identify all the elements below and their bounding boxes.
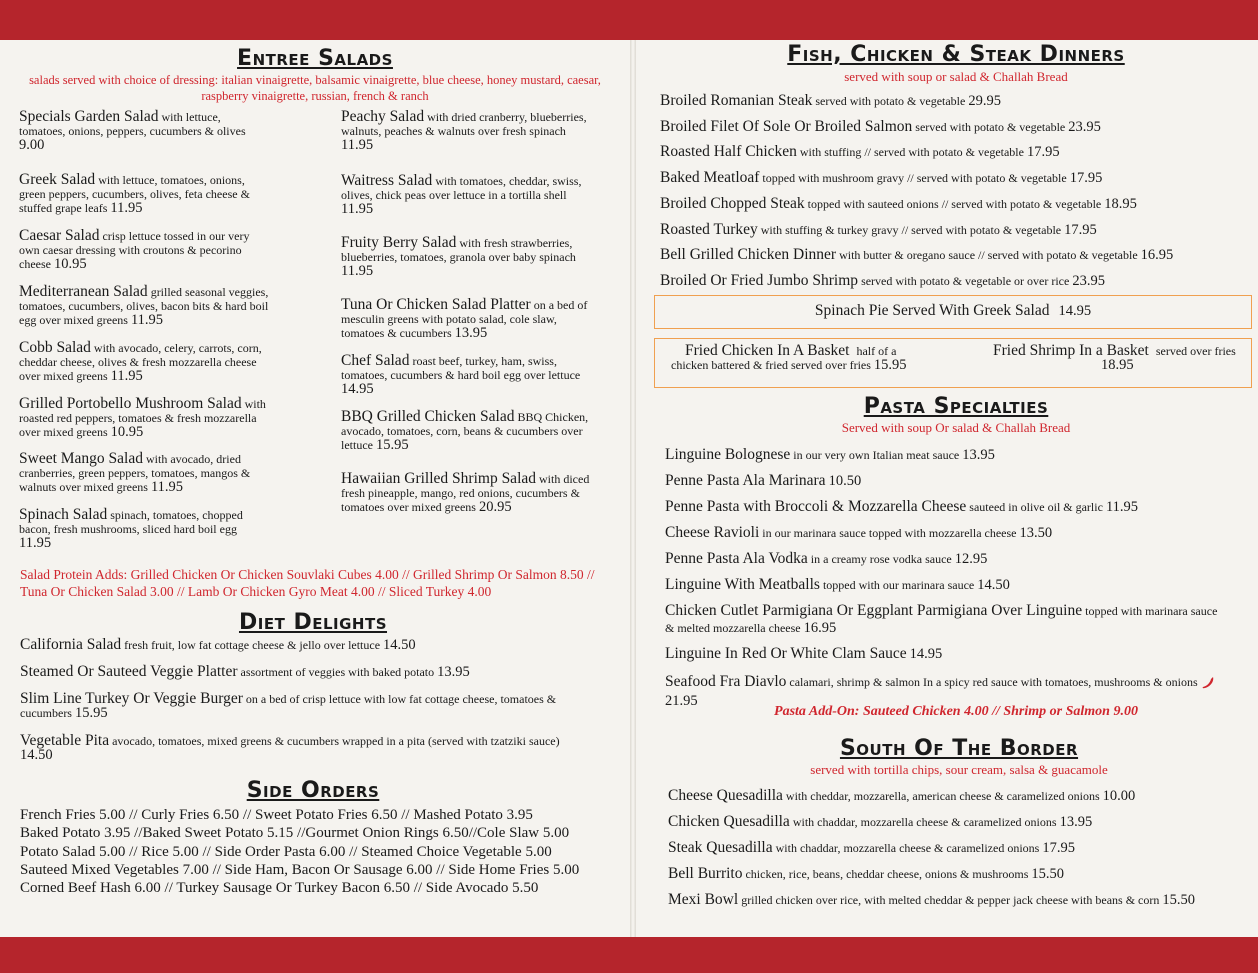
item-price: 11.95 xyxy=(110,200,143,216)
item-desc: with diced fresh pineapple, mango, red onions, cucumbers & tomatoes over mixed greens xyxy=(341,472,590,514)
salad-item xyxy=(341,354,596,396)
dinner-item xyxy=(660,169,1102,187)
item-price: 9.00 xyxy=(19,137,45,153)
item-name: Linguine With Meatballs xyxy=(665,576,820,593)
right-panel xyxy=(636,40,1258,937)
item-name: Fried Chicken In A Basket xyxy=(685,342,850,359)
bottom-red-band xyxy=(0,937,1258,973)
item-desc: on a bed of mesculin greens with potato salad, cole slaw, tomatoes & cucumbers xyxy=(341,298,588,340)
item-name: Linguine In Red Or White Clam Sauce xyxy=(665,645,907,662)
diet-item xyxy=(20,665,610,679)
item-desc: roast beef, turkey, ham, swiss, tomatoes, cucumbers & hard boil egg over lettuce xyxy=(341,354,581,382)
item-price: 12.95 xyxy=(954,551,988,567)
pasta-item xyxy=(665,550,987,568)
dinner-item xyxy=(660,118,1101,136)
item-desc: fresh fruit, low fat cottage cheese & jello over lettuce xyxy=(121,638,384,652)
item-price: 13.95 xyxy=(437,664,470,680)
item-name: Chicken Cutlet Parmigiana Or Eggplant Parmigiana Over Linguine xyxy=(665,602,1083,619)
side-order-line: Potato Salad 5.00 // Rice 5.00 // Side Order Pasta 6.00 // Steamed Choice Vegetable 5.00 xyxy=(20,843,552,860)
item-desc: with chaddar, mozzarella cheese & caramelized onions xyxy=(772,841,1043,855)
dinner-item xyxy=(660,143,1060,161)
item-name: Bell Grilled Chicken Dinner xyxy=(660,246,837,264)
item-name: Cheese Ravioli xyxy=(665,524,760,541)
item-desc: crisp lettuce tossed in our very own caesar dressing with croutons & pecorino cheese xyxy=(19,229,250,271)
item-name: Spinach Salad xyxy=(19,506,108,523)
entree-salads-subtitle: salads served with choice of dressing: italian vinaigrette, balsamic vinaigrette, blue cheese, honey mustard, caesar, raspberry vinaigrette, russian, french & ranch xyxy=(29,73,601,103)
item-price: 23.95 xyxy=(1072,272,1105,289)
dinner-item xyxy=(660,92,1001,110)
item-name: Chef Salad xyxy=(341,352,410,369)
item-name: Broiled Or Fried Jumbo Shrimp xyxy=(660,271,859,289)
item-price: 29.95 xyxy=(968,93,1001,109)
item-name: Caesar Salad xyxy=(19,227,100,244)
item-desc: served with potato & vegetable xyxy=(912,119,1069,134)
pasta-cutlet-item xyxy=(665,602,1217,637)
item-desc: avocado, tomatoes, mixed greens & cucumbers wrapped in a pita (served with tzatziki sauce) xyxy=(109,734,560,748)
item-name: Waitress Salad xyxy=(341,172,433,189)
item-name: Slim Line Turkey Or Veggie Burger xyxy=(20,690,243,707)
item-price: 14.50 xyxy=(20,747,53,763)
hot-pepper-icon xyxy=(1201,676,1215,690)
salad-item xyxy=(341,110,596,152)
side-orders-title: Side Orders xyxy=(246,778,380,803)
south-item xyxy=(668,839,1075,857)
item-desc: with lettuce, tomatoes, onions, green peppers, cucumbers, olives, feta cheese & stuffed grape leafs xyxy=(19,173,250,215)
item-desc: in a creamy rose vodka sauce xyxy=(807,552,955,566)
item-price: 15.50 xyxy=(1162,892,1195,908)
top-red-band xyxy=(0,0,1258,40)
item-desc: with chaddar, mozzarella cheese & caramelized onions xyxy=(789,815,1060,829)
south-border-title: South Of The Border xyxy=(839,736,1079,761)
item-price: 21.95 xyxy=(665,693,698,709)
salad-item xyxy=(341,410,596,452)
item-price: 13.95 xyxy=(1059,814,1093,830)
item-desc: half of a xyxy=(856,344,897,358)
item-name: Vegetable Pita xyxy=(20,732,110,749)
item-desc: with stuffing // served with potato & vegetable xyxy=(796,145,1027,160)
item-desc: served with potato & vegetable xyxy=(812,94,969,108)
item-desc: with tomatoes, cheddar, swiss, olives, chick peas over lettuce in a tortilla shell xyxy=(341,174,582,202)
item-price: 15.95 xyxy=(375,437,409,453)
side-order-line: Sauteed Mixed Vegetables 7.00 // Side Ham, Bacon Or Sausage 6.00 // Side Home Fries 5.00 xyxy=(20,861,580,878)
item-name: Steak Quesadilla xyxy=(668,839,773,856)
item-desc: topped with our marinara sauce xyxy=(819,578,978,592)
item-name: Tuna Or Chicken Salad Platter xyxy=(341,296,531,313)
item-desc: with roasted red peppers, tomatoes & fresh mozzarella over mixed greens xyxy=(19,397,266,439)
item-desc: with butter & oregano sauce // served with potato & vegetable xyxy=(836,248,1141,263)
item-name: Cobb Salad xyxy=(19,339,91,356)
item-name: BBQ Grilled Chicken Salad xyxy=(341,408,515,425)
item-desc: topped with marinara sauce xyxy=(1082,604,1218,618)
south-border-subtitle: served with tortilla chips, sour cream, salsa & guacamole xyxy=(810,762,1108,777)
diet-item xyxy=(20,734,610,762)
fried-chicken-basket xyxy=(671,344,971,372)
diet-delights-title: Diet Delights xyxy=(238,610,388,635)
item-price: 14.50 xyxy=(977,577,1010,593)
item-desc: chicken, rice, beans, cheddar cheese, onions & mushrooms xyxy=(742,867,1032,881)
pasta-item xyxy=(665,446,995,464)
salad-item xyxy=(341,236,596,278)
item-price: 11.95 xyxy=(1105,499,1139,515)
pasta-item xyxy=(665,524,1052,542)
item-name: Sweet Mango Salad xyxy=(19,450,143,467)
item-price: 11.95 xyxy=(341,137,374,153)
left-panel xyxy=(0,40,630,937)
item-price: 16.95 xyxy=(803,620,837,636)
salad-item xyxy=(19,397,269,439)
item-price: 11.95 xyxy=(19,535,52,551)
item-name: Chicken Quesadilla xyxy=(668,813,790,830)
salad-item xyxy=(341,174,596,216)
item-desc: with fresh strawberries, blueberries, tomatoes, granola over baby spinach xyxy=(341,236,576,264)
item-price: 10.95 xyxy=(110,424,144,440)
item-desc: on a bed of crisp lettuce with low fat cottage cheese, tomatoes & cucumbers xyxy=(20,692,557,720)
item-desc: in our marinara sauce topped with mozzarella cheese xyxy=(759,526,1020,540)
pasta-item xyxy=(665,498,1138,516)
item-price: 13.95 xyxy=(962,447,995,463)
item-desc: in our very own Italian meat sauce xyxy=(790,448,963,462)
item-name: Broiled Romanian Steak xyxy=(660,92,813,109)
spinach-pie-box xyxy=(654,295,1252,329)
item-name: Grilled Portobello Mushroom Salad xyxy=(19,395,242,412)
item-price: 17.95 xyxy=(1026,144,1060,161)
item-desc: with dried cranberry, blueberries, walnuts, peaches & walnuts over fresh spinach xyxy=(341,110,587,138)
item-desc: served over fries xyxy=(1155,344,1236,358)
entree-salads-title: Entree Salads xyxy=(237,46,393,71)
item-name: Fried Shrimp In a Basket xyxy=(993,342,1149,359)
item-name: Linguine Bolognese xyxy=(665,446,791,463)
item-desc-2: & melted mozzarella cheese xyxy=(665,621,804,635)
salad-item xyxy=(341,298,596,340)
item-price: 17.95 xyxy=(1064,221,1097,238)
item-price: 20.95 xyxy=(478,499,512,515)
item-name: Bell Burrito xyxy=(668,865,743,882)
salad-item xyxy=(341,472,596,514)
item-name: Broiled Chopped Steak xyxy=(660,194,805,212)
baskets-box xyxy=(654,338,1252,388)
pasta-addon: Pasta Add-On: Sauteed Chicken 4.00 // Shrimp or Salmon 9.00 xyxy=(774,704,1138,719)
pasta-item xyxy=(665,472,861,490)
item-name: Fruity Berry Salad xyxy=(341,234,457,251)
dinner-item xyxy=(660,195,1137,213)
side-order-line: French Fries 5.00 // Curly Fries 6.50 // Sweet Potato Fries 6.50 // Mashed Potato 3.95 xyxy=(20,807,533,823)
item-desc: assortment of veggies with baked potato xyxy=(237,665,438,679)
salad-item xyxy=(19,173,269,215)
item-name: Broiled Filet Of Sole Or Broiled Salmon xyxy=(660,117,913,135)
item-name: Baked Meatloaf xyxy=(660,169,760,187)
salad-item xyxy=(19,452,269,494)
item-name: Penne Pasta Ala Marinara xyxy=(665,472,826,489)
item-price: 10.95 xyxy=(53,256,87,272)
south-item xyxy=(668,865,1064,883)
item-price: 11.95 xyxy=(341,201,374,217)
item-name: Penne Pasta with Broccoli & Mozzarella Cheese xyxy=(665,498,967,515)
item-desc: calamari, shrimp & salmon In a spicy red sauce with tomatoes, mushrooms & onions xyxy=(786,675,1198,689)
item-name: California Salad xyxy=(20,636,122,653)
item-desc: with cheddar, mozzarella, american cheese & caramelized onions xyxy=(782,789,1103,803)
diet-item xyxy=(20,692,610,720)
pasta-title: Pasta Specialties xyxy=(863,394,1049,419)
south-item xyxy=(668,891,1195,909)
item-name: Penne Pasta Ala Vodka xyxy=(665,550,808,567)
item-desc: grilled chicken over rice, with melted cheddar & pepper jack cheese with beans & corn xyxy=(738,893,1163,907)
item-desc: with lettuce, tomatoes, onions, peppers, cucumbers & olives xyxy=(19,110,246,138)
item-price: 11.95 xyxy=(150,479,184,495)
item-name: Roasted Half Chicken xyxy=(660,143,797,161)
pasta-item xyxy=(665,576,1010,594)
item-desc: spinach, tomatoes, chopped bacon, fresh mushrooms, sliced hard boil egg xyxy=(19,508,243,536)
item-price: 18.95 xyxy=(1101,357,1134,373)
south-item xyxy=(668,813,1092,831)
item-price: 14.50 xyxy=(383,637,416,653)
side-order-line: Baked Potato 3.95 //Baked Sweet Potato 5.15 //Gourmet Onion Rings 6.50//Cole Slaw 5.00 xyxy=(20,825,570,842)
item-desc: with stuffing & turkey gravy // served with potato & vegetable xyxy=(757,222,1065,237)
item-name: Greek Salad xyxy=(19,171,96,188)
item-price: 11.95 xyxy=(110,368,143,384)
salad-item xyxy=(19,508,269,550)
item-desc: topped with mushroom gravy // served with potato & vegetable xyxy=(759,171,1070,186)
item-name: Mediterranean Salad xyxy=(19,283,148,300)
item-price: 23.95 xyxy=(1068,118,1101,135)
dinner-item xyxy=(660,272,1105,290)
diet-item xyxy=(20,638,610,652)
item-price: 17.95 xyxy=(1042,840,1075,856)
spinach-pie-item xyxy=(655,302,1251,320)
item-desc: BBQ Chicken, avocado, tomatoes, corn, beans & cucumbers over lettuce xyxy=(341,410,589,452)
item-name: Mexi Bowl xyxy=(668,891,739,908)
item-desc: with avocado, dried cranberries, green peppers, tomatoes, mangos & walnuts over mixed greens xyxy=(19,452,251,494)
item-price: 16.95 xyxy=(1140,247,1174,264)
pasta-subtitle: Served with soup Or salad & Challah Bread xyxy=(841,420,1071,435)
salad-item xyxy=(19,341,269,383)
item-price: 13.50 xyxy=(1019,525,1053,541)
item-desc-2: chicken battered & fried served over fries xyxy=(671,358,874,372)
item-name: Hawaiian Grilled Shrimp Salad xyxy=(341,470,536,487)
item-price: 11.95 xyxy=(341,263,374,279)
item-price: 13.95 xyxy=(454,325,488,341)
dinner-item xyxy=(660,246,1173,264)
item-name: Steamed Or Sauteed Veggie Platter xyxy=(20,663,238,680)
item-name: Spinach Pie Served With Greek Salad xyxy=(814,302,1050,319)
item-price: 15.50 xyxy=(1031,866,1065,882)
salad-protein-adds: Salad Protein Adds: Grilled Chicken Or Chicken Souvlaki Cubes 4.00 // Grilled Shrimp Or Salmon 8.50 // Tuna Or Chicken Salad 3.00 // Lamb Or Chicken Gyro Meat 4.00 // Sliced Turkey 4.00 xyxy=(20,567,595,599)
side-order-line: Corned Beef Hash 6.00 // Turkey Sausage Or Turkey Bacon 6.50 // Side Avocado 5.50 xyxy=(20,880,539,897)
salad-item xyxy=(19,285,269,327)
item-desc: served with potato & vegetable or over rice xyxy=(858,273,1073,288)
item-desc: sauteed in olive oil & garlic xyxy=(966,500,1106,514)
item-price: 10.00 xyxy=(1102,788,1136,804)
item-price: 14.95 xyxy=(909,646,943,662)
item-desc: grilled seasonal veggies, tomatoes, cucumbers, olives, bacon bits & hard boil egg over mixed greens xyxy=(19,285,269,327)
item-price: 15.95 xyxy=(74,705,108,721)
item-name: Roasted Turkey xyxy=(660,220,758,238)
fried-shrimp-basket xyxy=(993,344,1249,372)
dinner-item xyxy=(660,221,1097,239)
item-desc: with avocado, celery, carrots, corn, cheddar cheese, olives & fresh mozzarella cheese over mixed greens xyxy=(19,341,262,383)
item-name: Cheese Quesadilla xyxy=(668,787,783,804)
salad-item xyxy=(19,229,269,271)
item-name: Seafood Fra Diavlo xyxy=(665,673,787,690)
item-price: 18.95 xyxy=(1104,195,1137,212)
south-item xyxy=(668,787,1135,805)
salad-item xyxy=(19,110,269,152)
item-price: 14.95 xyxy=(341,381,374,397)
item-price: 11.95 xyxy=(130,312,164,328)
item-name: Specials Garden Salad xyxy=(19,108,159,125)
pasta-clam-item xyxy=(665,645,942,663)
item-name: Peachy Salad xyxy=(341,108,425,125)
item-price: 14.95 xyxy=(1058,303,1092,319)
fish-chicken-steak-title: Fish, Chicken & Steak Dinners xyxy=(787,42,1125,67)
item-price: 15.95 xyxy=(873,357,907,373)
item-desc: topped with sauteed onions // served with potato & vegetable xyxy=(804,196,1105,211)
item-price: 10.50 xyxy=(828,473,862,489)
fish-chicken-steak-subtitle: served with soup or salad & Challah Bread xyxy=(844,69,1068,84)
item-price: 17.95 xyxy=(1069,170,1103,187)
